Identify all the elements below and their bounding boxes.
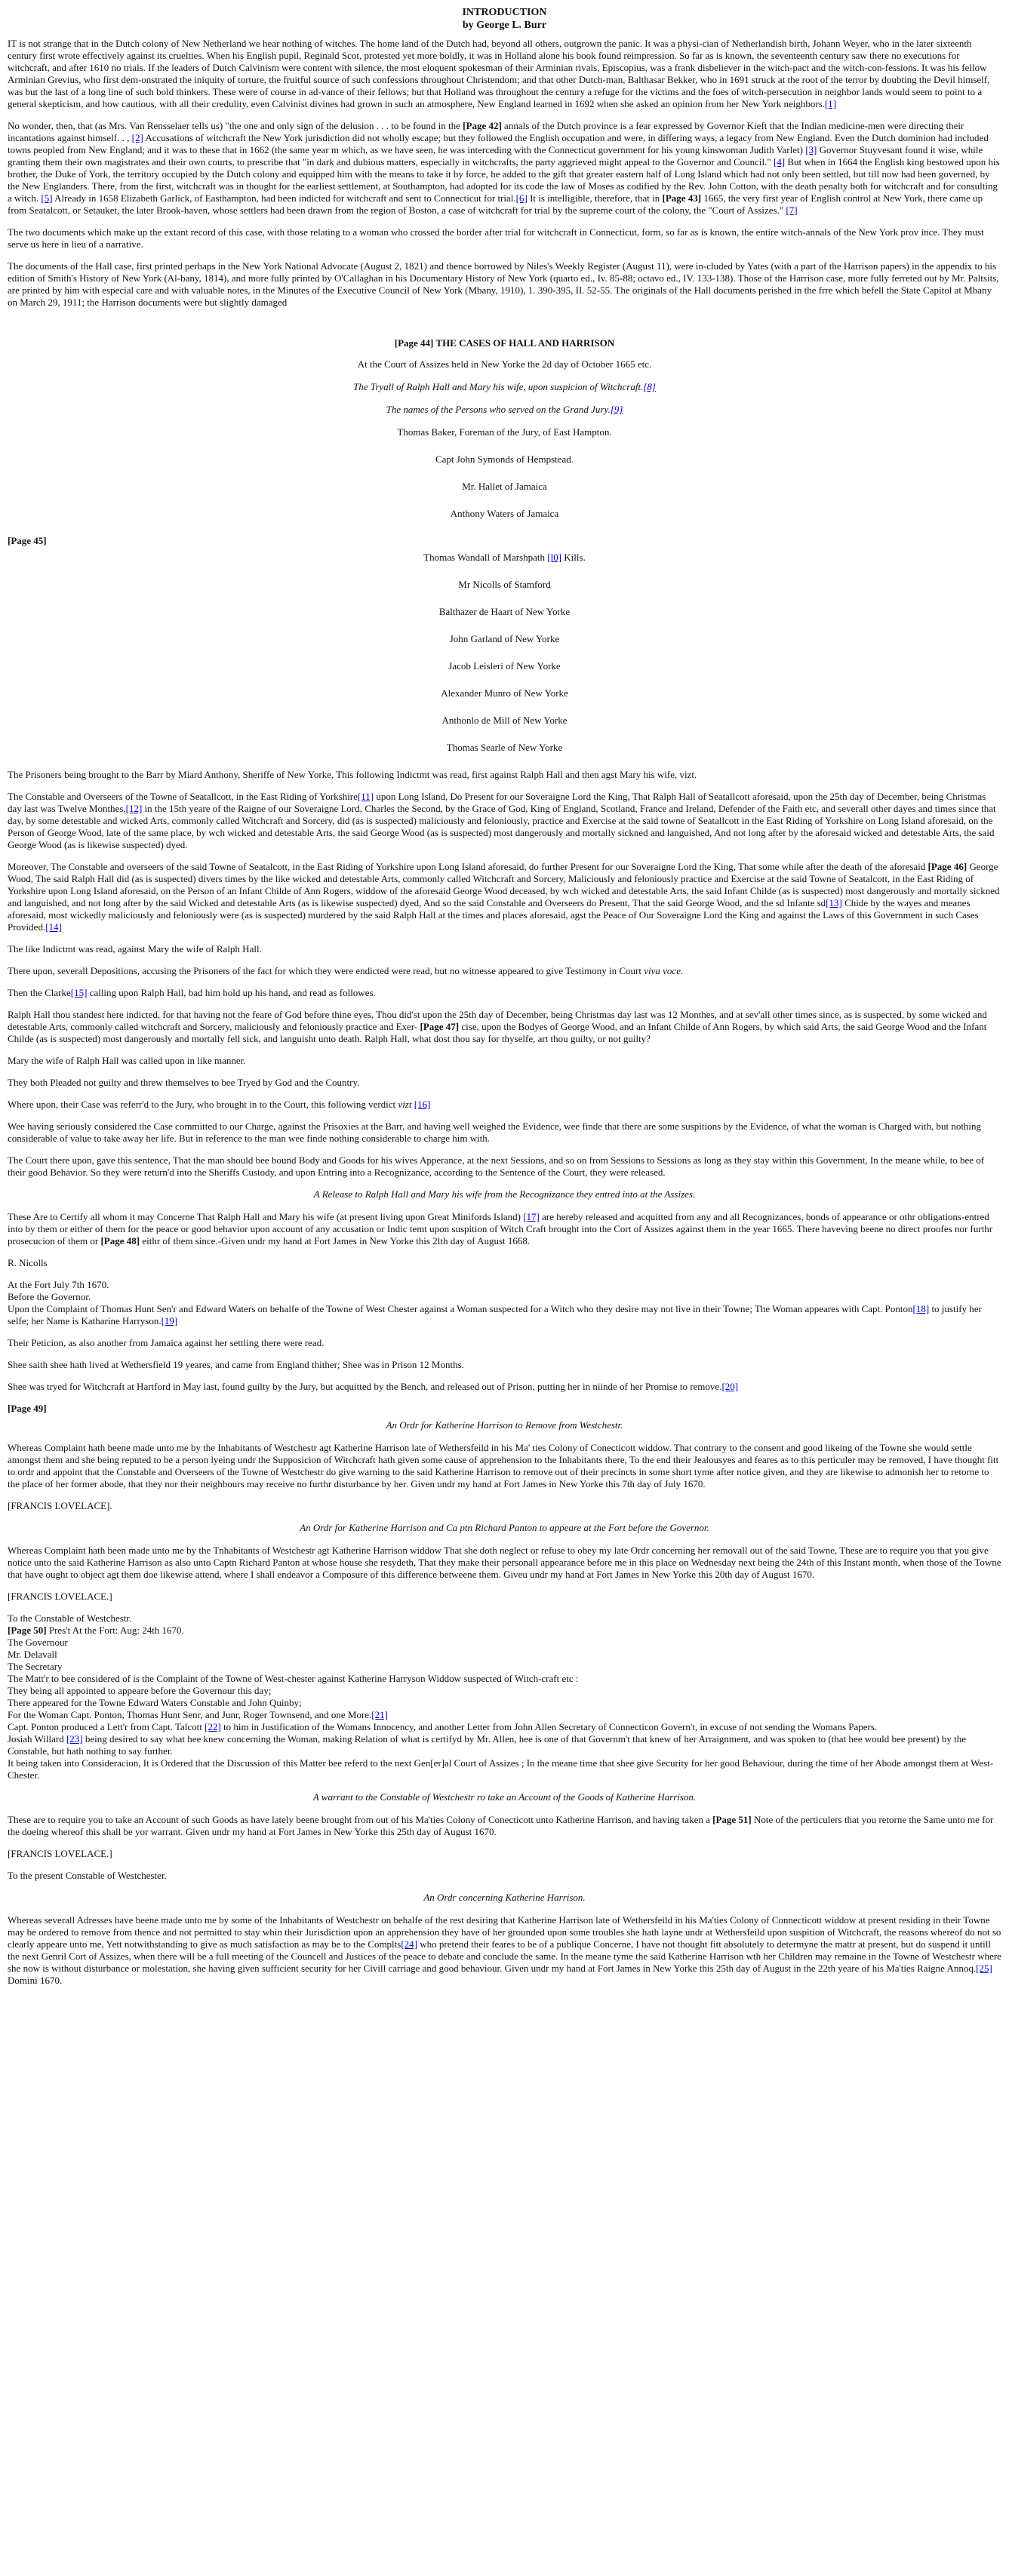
text-run: Ralph Hall thou standest here indicted, for that having not the feare of God before thine eyes, Thou did'st upon the 25th day of December, being Christmas day last was 12 Monthes, and at sev'all other times since, as is suspected, by some wicked and detestable Arts, commonly called witchcraft and Sorcery, maliciously and feloniously practice and Exer- [8, 1009, 987, 1032]
intro-section [8, 38, 1001, 309]
text-run: eithr of them since.-Given undr my hand at Fort James in New Yorke this 2lth day of August 1668. [140, 1235, 531, 1247]
juror-name: John Garland of New Yorke [449, 633, 560, 644]
body-paragraph [8, 1381, 1001, 1393]
text-run: But when in 1664 the English king bestowed upon his brother, the Duke of York, the territory occupied by the Dutch colony and equipped him with the means to take it by force, he added to the gift that greater eastern half of Long Island which had not only been settled, but till now had been governed, by the New Englanders. There, from the first, witchcraft was in thought for the earliest settlement, at Southampton, had adopted for its code the law of Moses as codified by the Rev. John Cotton, with the death penalty both for witchcraft and for consulting a witch. [8, 156, 1000, 204]
text-run: Where upon, their Case was referr'd to the Jury, who brought in to the Court, this following verdict [8, 1099, 398, 1110]
juror-name [8, 552, 1001, 564]
footnote-link[interactable]: [17] [523, 1211, 540, 1222]
text-run: to him in Justification of the Womans Innocency, and another Letter from John Allen Secretary of Connecticon Govern't, in excuse of not sending the Womans Papers. [220, 1721, 878, 1732]
addressee-line: To the present Constable of Westchester. [8, 1870, 167, 1881]
text-run: Whereas severall Adresses have beene made unto me by some of the Inhabitants of Westchestr on behalfe of the rest desiring that Katherine Harrison late of Wethersfeild in his Ma'ties Colony of Connecticott widdow at present residing in their Towne may be ordered to remove from thence and not permitted to stay whin their Jurisdiction upon an apprehension they have of her grounded upon some troubles she hath layne undr at Wethersfeild upon suspition of Witchcraft, the reasons whereof do not so clearly appeare unto me, Yett notwithstanding to give as much satisfaction as may be to the Complts [8, 1914, 1001, 1950]
page-marker: [Page 45] [8, 535, 47, 546]
order-paragraph: Whereas Complaint hath beene made unto me by the Inhabitants of Westchestr agt Katherine Harrison late of Wethersfeild in his Ma' ties Colony of Conecticott widdow. That contrary to the consent and good likeing of the Towne she would settle amongst them and she being reputed to be a person lyeing undr the Supposicion of Witchcraft hath given some cause of apprehension to the Inhabitants there, To the end their Jealousyes and feares as to this perticuler may be removed, I have thought fitt to ordr and appoint that the Constable and Overseers of the Towne of Westchestr do give warning to the said Katherine Harrison to remove out of their precincts in some short tyme after notice given, and they are likewise to admonish her to retorne to the place of her former abode, that they nor their neighbours may receive no furthr disturbance by her. Given undr my hand at Fort James in New Yorke this 7th day of July 1670. [8, 1442, 999, 1489]
body-paragraph [8, 1099, 1001, 1111]
record-line [8, 1625, 1001, 1637]
text-run: IT is not strange that in the Dutch colony of New Netherland we hear nothing of witches. The home land of the Dutch had, beyond all others, outgrown the panic. It was a physi-cian of Netherlandish birth, Johann Weyer, who in the later sixteenth century first wrote effectively against its cruelties. When his English pupil, Reginald Scot, protested yet more boldly, it was in Holland alone his book found reimpression. So far as is known, the seventeenth century saw there no executions for witchcraft, and after 1610 no trials. If the leaders of Dutch Calvinism were content with silence, the most eloquent spokesman of their Arminian rivals, Episcopius, was a frank disbeliever in the witch-pact and the witch-con-fessions. It was his fellow Arminian Grevius, who first dem-onstrated the iniquity of torture, the fruitful source of such confessions throughout Christendom; and that other Dutch-man, Balthasar Bekker, who in 1691 struck at the root of the terror by doubting the Devil himself, was but the last of a long line of such bold thinkers. These were of course in ad-vance of their fellows; but that Holland was throughout the century a refuge for the victims and the foes of witch-persecution in neighbor lands would seem to point to a general skepticism, and how cautious, with all their credulity, even Calvinist divines had grown in such an atmosphere, New England learned in 1692 when she asked an opinion from her New York neighbors. [8, 38, 990, 109]
record-line [8, 1673, 1001, 1685]
juror-name: Jacob Leisleri of New Yorke [448, 660, 561, 672]
tryall-text: The Tryall of Ralph Hall and Mary his wife, upon suspicion of Witchcraft. [353, 381, 644, 392]
jury-line [8, 404, 1001, 416]
record-line [8, 1709, 1001, 1721]
text-run: For the Woman Capt. Ponton, Thomas Hunt Senr, and Junr, Roger Townsend, and one More. [8, 1709, 372, 1720]
body-paragraph [8, 1154, 1001, 1179]
footnote-link[interactable]: [l0] [547, 552, 562, 563]
text-run: The documents of the Hall case, first printed perhaps in the New York National Advocate (August 2, 1821) and thence borrowed by Niles's Weekly Register (August 11), were in-cluded by Yates (with a part of the Harrison papers) in the appendix to his edition of Smith's History of New York (Al-bany, 1814), and more fully printed by O'Callaghan in his Documentary History of New York (quarto ed., Iv. 85-88; octavo ed., IV. 133-138). Those of the Harrison case, more fully ferreted out by Mr. Paltsits, are printed by him with especial care and with valuable notes, in the Minutes of the Executive Council of New York (Mbany, 1910), 1. 390-395, II. 52-55. The originals of the Hall documents perished in the frre which befell the State Capitol at Mbany on March 29, 1911; the Harrison documents were but slightly damaged [8, 260, 999, 308]
body-paragraph [8, 1055, 1001, 1067]
text-run: being desired to say what hee knew concerning the Woman, making Relation of what is certifyd by Mr. Allen, hee is one of that Governm't that knew of her Arraignment, and was spoken to (that hee would bee present) by the Constable, but hath nothing to say further. [8, 1733, 967, 1757]
juror-name: Thomas Searle of New Yorke [446, 742, 563, 753]
footnote-link[interactable]: [3] [805, 144, 817, 155]
text-run: Then the Clarke [8, 987, 71, 998]
text-run: in the 15th yeare of the Raigne of our Soveraigne Lord, Charles the Second, by the Grace of God, King of England, Scotland, France and Ireland, Defender of the Faith etc, and severall other dayes and times since that day, by some detestable and wicked Arts, commonly called Witchcraft and Sorcery, did (as is suspected) maliciously and feloniously, practice and Exercise at the said towne of Seatallcott in the East Riding of Yorkshire on Long Island aforesaid, on the Person of George Wood, late of the same place, by wch wicked and detestable Arts, the said George Wood (as is suspected) most dangerously and mortally sickned and languished, And not long after by the aforesaid wicked and detestable Arts, the said George Wood (as is likewise suspected) dyed. [8, 803, 996, 850]
text-run: They being all appointed to appeare before the Governour this day; [8, 1685, 272, 1696]
body-paragraph [8, 791, 1001, 851]
italic-text: viva voce [644, 965, 681, 976]
text-run: The Prisoners being brought to the Barr by Miard Anthony, Sheriffe of New Yorke, This following Indictmt was read, first against Ralph Hall and then agst Mary his wife, vizt. [8, 769, 697, 780]
juror-name-suffix: Kills. [561, 552, 586, 563]
signature: [FRANCIS LOVELACE.] [8, 1591, 112, 1602]
text-run: The Governour [8, 1637, 68, 1648]
italic-text: vizt [398, 1099, 412, 1110]
record-line [8, 1697, 1001, 1709]
text-run: Moreover, The Constable and overseers of the said Towne of Seatalcott, in the East Riding of Yorkshire upon Long Island aforesaid, do further Present for our Soveraigne Lord the King, That some while after the death of the aforesaid [8, 861, 928, 872]
text-run: Wee having seriously considered the Case committed to our Charge, against the Prisoxies at the Barr, and having well weighed the Evidence, wee finde that there are some suspitions by the Evidence, of what the woman is Charged with, but nothing considerable of value to take away her life. But in reference to the man wee finde nothing considerable to charge him with. [8, 1120, 982, 1144]
record-line [8, 1637, 1001, 1649]
signature: R. Nicolls [8, 1257, 48, 1268]
text-run: George Wood, The said Ralph Hall did (as is suspected) divers times by the like wicked and detestable Arts, commonly called Witchcraft and Sorcery, Maliciously and feloniously practice and Exercise at the said Towne of Seatalcott, in the East Riding of Yorkshire upon Long Island aforesaid, on the Person of an Infant Childe of Ann Rogers, widdow of the aforesaid George Wood deceased, by wch wicked and detestable Arts, the said Infant Childe (as is suspected) most dangerously and mortally sickned and languished, and not long after by the said Wicked and detestable Arts (as is likewise suspected) dyed, And so the said Constable and Overseers do Present, That the said George Wood, and the sd Infante sd [8, 861, 1000, 908]
text-run: cise, upon the Bodyes of George Wood, and an Infant Childe of Ann Rogers, by which said Arts, the said George Wood and the Infant Childe (as is suspected) most dangerously and mortally fell sick, and languisht unto death. Ralph Hall, what dost thou say for thyselfe, art thou guilty, or not guilty? [8, 1021, 987, 1044]
text-run: To the Constable of Westchestr. [8, 1612, 132, 1624]
footnote-link[interactable]: [16] [414, 1099, 431, 1110]
page-marker: [Page 50] [8, 1625, 47, 1636]
text-run: Mr. Delavall [8, 1649, 57, 1660]
warrant-heading: A warrant to the Constable of Westchestr ro take an Account of the Goods of Katherine Harrison. [312, 1791, 697, 1803]
author-byline: by George L. Burr [462, 20, 547, 31]
signature: [FRANCIS LOVELACE.] [8, 1848, 112, 1859]
footnote-link[interactable]: [13] [826, 897, 842, 908]
intro-paragraph [8, 226, 1001, 251]
text-run: . [680, 965, 684, 976]
body-paragraph [8, 769, 1001, 781]
footnote-link[interactable]: [2] [131, 132, 143, 143]
order-heading: An Ordr concerning Katherine Harrison. [423, 1892, 586, 1903]
text-run: The like Indictmt was read, against Mary the wife of Ralph Hall. [8, 943, 262, 954]
text-run: The two documents which make up the extant record of this case, with those relating to a woman who crossed the border after trial for witchcraft in Connecticut, form, so far as is known, the entire witch-annals of the New York prov ince. They must serve us here in lieu of a narrative. [8, 226, 984, 250]
text-run: Governor Stuyvesant found it wise, while granting them their own magistrates and their own courts, to prescribe that "in dark and dubious matters, especially in witchcrafts, the party aggrieved might appeal to the Governor and Council." [8, 144, 983, 168]
record-line [8, 1685, 1001, 1697]
tryall-line [8, 381, 1001, 393]
order-heading: An Ordr for Katherine Harrison and Ca ptn Richard Panton to appeare at the Fort before the Governor. [300, 1522, 709, 1533]
order-paragraph: Whereas Complaint hath been made unto me by the Tnhabitants of Westchestr agt Katherine Harrison widdow That she doth neglect or refuse to obey my late Ordr concerning her removall out of the said Towne, These are to require you that you give notice unto the said Katherine Harrison as also unto Captn Richard Panton at whose house she resydeth, That they make their personall appearance before me in this place on Wednesday next being the 24th of this Instant month, when those of the Towne that have ought to object agt them doe likewise attend, where I shall endeavor a Composure of this difference betweene them. Giveu undr my hand at Fort James in New Yorke this 20th day of August 1670. [8, 1545, 1001, 1580]
text-run: It is intelligible, therefore, that in [527, 192, 663, 204]
page-marker: [Page 47] [420, 1021, 460, 1032]
text-run: The Secretary [8, 1661, 63, 1672]
text-run: Josiah Willard [8, 1733, 66, 1744]
text-run: Note of the perticulers that you retorne the Same unto me for the doeing whereof this shall be yor warrant. Given undr my hand at Fort James in New Yorke this 25th day of August 1670. [8, 1814, 994, 1837]
text-run: are hereby released and acquitted from any and all Recognizances, bonds of appearance or othr obligations-entred into by them or either of them for the peace or good behavior upon account of any accusation or Indic temt upon suspition of Witch Craft brought into the Cort of Assizes against them in the year 1665. There haveving beene no direct proofes nor furthr prosecucion of them or [8, 1211, 993, 1247]
text-run: Mary the wife of Ralph Hall was called upon in like manner. [8, 1055, 246, 1066]
footnote-link[interactable]: [18] [912, 1303, 930, 1314]
juror-name-text: Thomas Wandall of Marshpath [423, 552, 548, 563]
footnote-link[interactable]: [19] [161, 1315, 178, 1326]
text-run: The Court there upon, gave this sentence, That the man should bee bound Body and Goods for his wives Apperance, at the next Sessions, and so on from Sessions to Sessions as long as they stay within this Government, In the meane while, to bee of their good Behavior. So they were return'd into the Sheriffs Custody, and upon Entring into a Recognizance, according to the Sentence of the Court, they were released. [8, 1154, 985, 1178]
text-run: There appeared for the Towne Edward Waters Constable and John Quinby; [8, 1697, 302, 1708]
juror-name: Mr. Hallet of Jamaica [462, 481, 547, 492]
intro-paragraph [8, 260, 1001, 309]
text-run: who pretend their feares to be of a publique Concerne, I have not thought fitt absolutely to determyne the mattr at present, but do suspend it untill the next Genril Cort of Assizes, when there will be a full meeting of the Councell and Justices of the peace to debate and conclude the same. In the meane tyme the said Katherine Harrison wth her Children may remaine in the Towne of Westchestr where she now is without disturbance or molestation, she having given sufficient security for her Civill carriage and good behaviour. Given undr my hand at Fort James in New Yorke this 25th day of August in the 22th yeare of his Ma'ties Raigne Annoq. [8, 1938, 1001, 1974]
juror-name: Anthony Waters of Jamaica [450, 508, 559, 519]
juror-list-b [8, 579, 1001, 754]
body-paragraph [8, 943, 1001, 955]
text-run: They both Pleaded not guilty and threw themselves to bee Tryed by God and the Country. [8, 1077, 360, 1088]
page-marker: [Page 46] [927, 861, 967, 872]
text-run: annals of the Dutch province is a fear expressed by Governor Kieft that the Indian medicine-men were directing their incantations against himself. . , [8, 120, 964, 143]
footnote-link[interactable]: [12] [125, 803, 143, 814]
footnote-link[interactable]: [11] [357, 791, 374, 802]
text-run: Already in 1658 Elizabeth Garlick, of Easthampton, had been indicted for witchcraft and sent to Connecticut for trial. [52, 192, 516, 204]
text-run: There upon, severall Depositions, accusing the Prisoners of the fact for which they were endicted were read, but no witnesse appeared to give Testimony in Court [8, 965, 644, 976]
text-run: These are to require you to take an Account of such Goods as have lately beene brought from out of his Ma'ties Colony of Conecticott unto Katherine Harrison, and having taken a [8, 1814, 713, 1825]
text-run: Shee was tryed for Witchcraft at Hartford in May last, found guilty by the Jury, but acquitted by the Bench, and released out of Prison, putting her in niinde of her Promise to remove. [8, 1381, 722, 1392]
footnote-link[interactable]: [25] [976, 1963, 992, 1974]
text-run: Upon the Complaint of Thomas Hunt Sen'r and Edward Waters on behalfe of the Towne of West Chester against a Woman suspected for a Witch who they desire may not live in their Towne; The Woman appeares with Capt. Ponton [8, 1303, 913, 1314]
text-run: to justify her selfe; her Name is Katharine Harryson. [8, 1303, 982, 1326]
fort-record [8, 1279, 1001, 1327]
text-run: calling upon Ralph Hall, bad him hold up his hand, and read as followes. [87, 987, 376, 998]
text-run: Pres't At the Fort: Aug: 24th 1670. [46, 1625, 184, 1636]
warrant-paragraph [8, 1814, 1001, 1838]
trial-record [8, 769, 1001, 1179]
text-run: Shee saith shee hath lived at Wethersfield 19 yeares, and came from England thither; Shee was in Prison 12 Months. [8, 1359, 464, 1370]
intro-paragraph [8, 38, 1001, 110]
section-heading: [Page 44] THE CASES OF HALL AND HARRISON [394, 337, 615, 349]
jury-text: The names of the Persons who served on the Grand Jury. [386, 404, 611, 415]
juror-name: Anthonlo de Mill of New Yorke [441, 715, 568, 726]
page-marker: [Page 43] [662, 192, 702, 204]
text-run: These Are to Certify all whom it may Concerne That Ralph Hall and Mary his wife (at present living upon Great Minifords Island) [8, 1211, 524, 1222]
text-run: At the Fort July 7th 1670. [8, 1279, 109, 1290]
text-run: It being taken into Consideracion, It is Ordered that the Discussion of this Matter bee referd to the next Gen[er]al Court of Assizes ; In the meane time that shee give Security for her good Behaviour, during the time of her Abode amongst them at West-Chester. [8, 1757, 994, 1781]
footnote-link[interactable]: [5] [41, 192, 53, 204]
final-paragraph [8, 1914, 1001, 1987]
page-marker: [Page 48] [100, 1235, 140, 1247]
juror-list-a [8, 426, 1001, 520]
text-run: Domini 1670. [8, 1975, 63, 1986]
page-marker: [Page 51] [712, 1814, 752, 1825]
record-line [8, 1661, 1001, 1673]
text-run: Accusations of witchcraft the New York jurisdiction did not wholly escape; but they followed the English occupation and were, in differing ways, a legacy from New England. Even the Dutch dominion had included towns peopled from New England; and it was to these that in 1662 (the same year m which, as we have seen, he was interceding with the Connecticut government for his young kinswoman Judith Varlet) [8, 132, 989, 155]
court-line: At the Court of Assizes held in New Yorke the 2d day of October 1665 etc. [357, 358, 652, 370]
body-paragraph [8, 861, 1001, 933]
record-line [8, 1303, 1001, 1327]
text-run: Before the Governor. [8, 1291, 91, 1302]
juror-name: Balthazer de Haart of New Yorke [438, 606, 571, 617]
text-run: 1665, the very first year of English control at New York, there came up from Seatalcott, or Setauket, the later Brook-haven, whose settlers had been drawn from the region of Boston, a case of witchcraft for trial by the supreme court of the colony, the "Court of Assizes." [8, 192, 983, 216]
body-paragraph [8, 987, 1001, 999]
body-paragraph [8, 1120, 1001, 1145]
record-line [8, 1649, 1001, 1661]
record-line [8, 1291, 1001, 1303]
footnote-link[interactable]: [23] [66, 1733, 83, 1744]
footnote-link[interactable]: [1] [824, 98, 837, 109]
order-heading: An Ordr for Katherine Harrison to Remove from Westchestr. [386, 1419, 623, 1431]
footnote-link[interactable]: [4] [773, 156, 786, 168]
text-run: Chide by the wayes and meanes aforesaid, most wickedly maliciously and feloniously were (as is suspected) murdered by the said Ralph Hall at the times and places aforesaid, agst the Peace of Our Soveraigne Lord the King and against the Laws of this Government in such Cases Provided. [8, 897, 979, 933]
page-marker: [Page 49] [8, 1403, 47, 1414]
body-paragraph [8, 1337, 1001, 1349]
juror-name: Thomas Baker, Foreman of the Jury, of East Hampton. [397, 426, 612, 438]
signature: [FRANCIS LOVELACE]. [8, 1500, 112, 1511]
body-paragraph [8, 965, 1001, 977]
footnote-link[interactable]: [8] [643, 381, 656, 392]
juror-name: Mr Nicolls of Stamford [458, 579, 551, 590]
footnote-link[interactable]: [20] [721, 1381, 739, 1392]
footnote-link[interactable]: [7] [786, 204, 798, 216]
record-line [8, 1721, 1001, 1733]
footnote-link[interactable]: [15] [70, 987, 88, 998]
footnote-link[interactable]: [24] [401, 1938, 418, 1950]
juror-name: Alexander Munro of New Yorke [441, 687, 568, 699]
record-line [8, 1733, 1001, 1757]
body-paragraph [8, 1359, 1001, 1371]
intro-paragraph [8, 120, 1001, 217]
text-run: The Constable and Overseers of the Towne of Seatallcott, in the East Riding of Yorkshire [8, 791, 358, 802]
footnote-link[interactable]: [9] [610, 404, 623, 415]
text-run: Their Peticion, as also another from Jamaica against her settling there were read. [8, 1337, 325, 1348]
release-heading: A Release to Ralph Hall and Mary his wife from the Recognizance they entred into at the Assizes. [313, 1188, 696, 1200]
body-paragraph [8, 1009, 1001, 1045]
footnote-link[interactable]: [6] [515, 192, 528, 204]
record-line [8, 1757, 1001, 1781]
council-record [8, 1612, 1001, 1781]
body-paragraph [8, 1077, 1001, 1089]
footnote-link[interactable]: [21] [371, 1709, 388, 1720]
juror-name: Capt John Symonds of Hempstead. [435, 453, 574, 465]
record-line [8, 1612, 1001, 1625]
text-run: upon Long Island, Do Present for our Soveraigne Lord the King, That Ralph Hall of Seatallcott aforesaid, upon the 25th day of December, being Christmas day last was Twelve Monthes, [8, 791, 986, 814]
page-marker: [Page 42] [463, 120, 502, 131]
text-run: Capt. Ponton produced a Lett'r from Capt. Talcott [8, 1721, 205, 1732]
footnote-link[interactable]: [22] [205, 1721, 221, 1732]
certify-paragraph [8, 1211, 1001, 1247]
record-line [8, 1279, 1001, 1291]
page-title: INTRODUCTION [462, 7, 547, 18]
text-run: No wonder, then, that (as Mrs. Van Rensselaer tells us) "the one and only sign of the delusion . . . to be found in the [8, 120, 463, 131]
text-run: The Matt'r to bee considered of is the Complaint of the Towne of West-chester against Katherine Harryson Widdow suspected of Witch-craft etc : [8, 1673, 579, 1684]
footnote-link[interactable]: [14] [45, 921, 62, 933]
